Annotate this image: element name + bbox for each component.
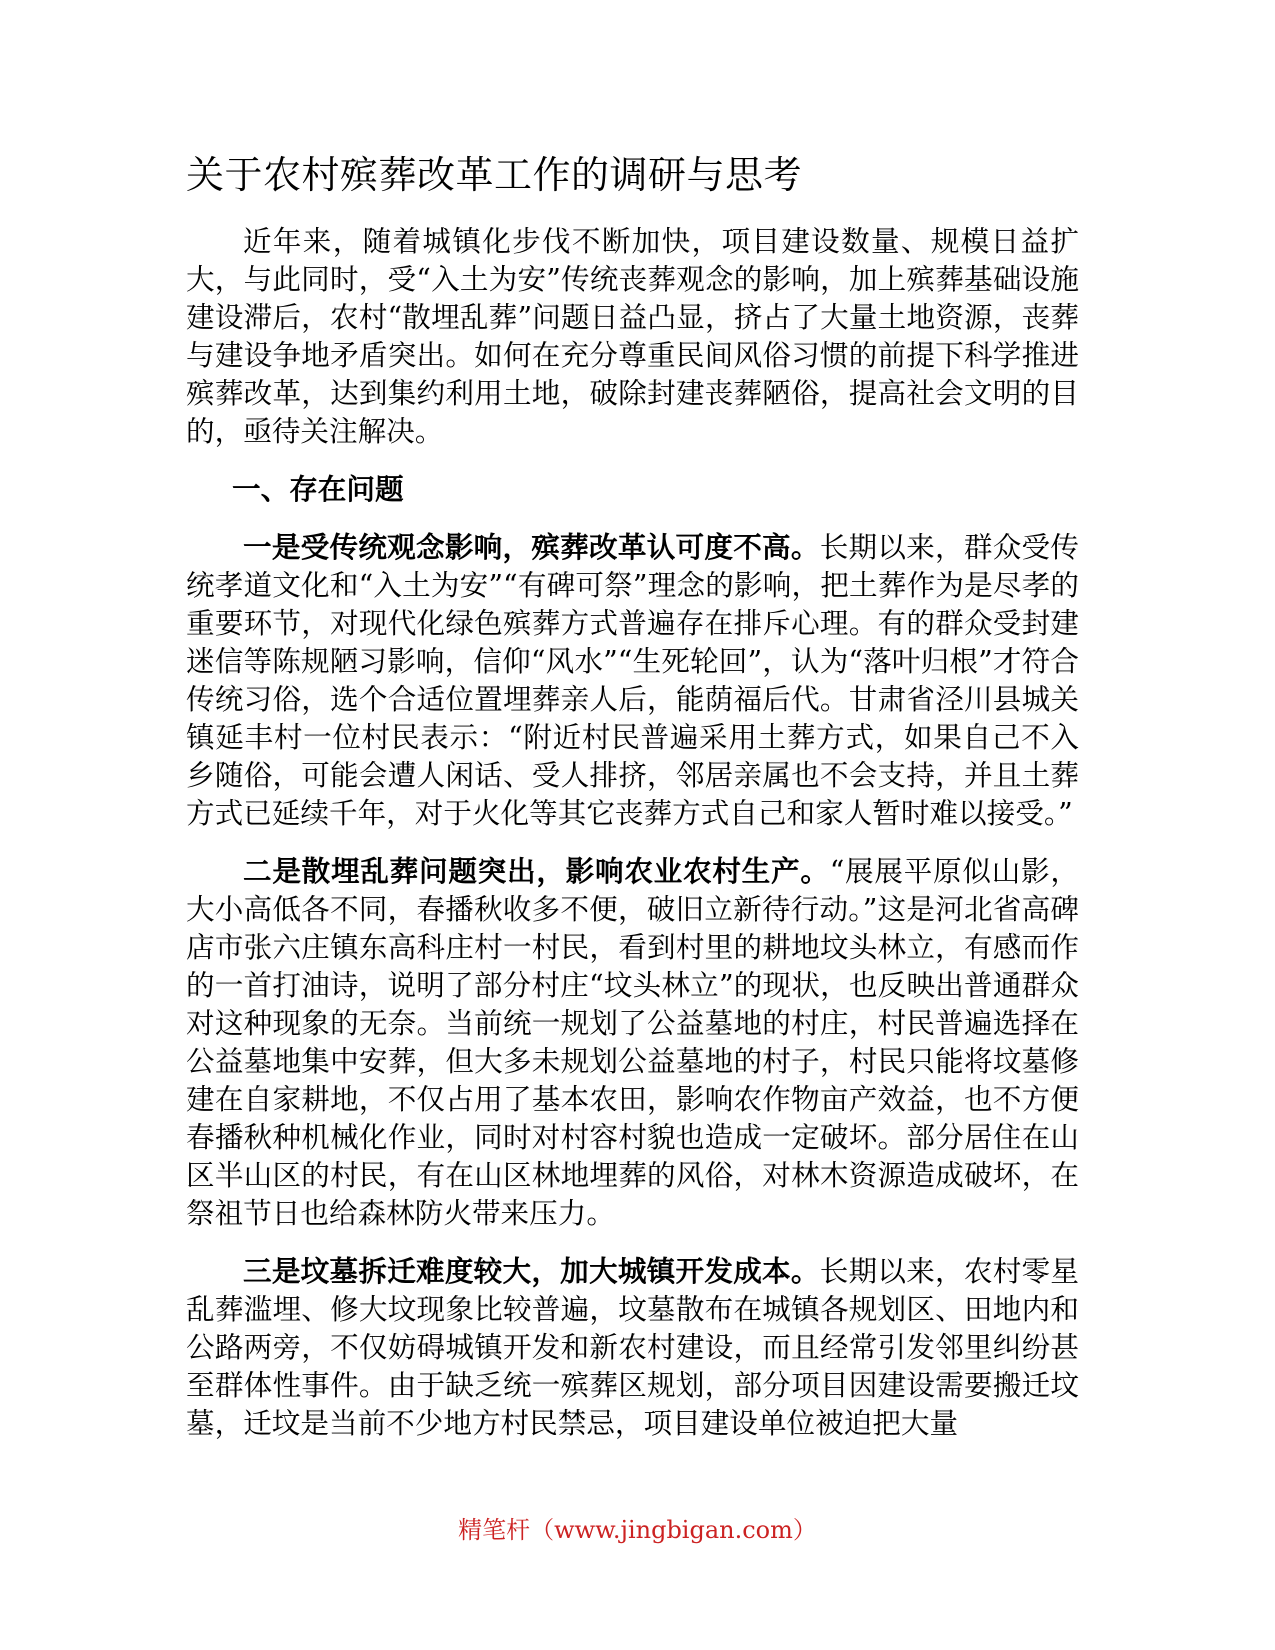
paragraph-3 (186, 1252, 1079, 1442)
footer-watermark: 精笔杆（www.jingbigan.com） (458, 1516, 817, 1544)
document-title: 关于农村殡葬改革工作的调研与思考 (186, 153, 803, 197)
section-heading: 一、存在问题 (232, 472, 404, 506)
paragraph-3-text: 长期以来，农村零星乱葬滥埋、修大坟现象比较普遍，坟墓散布在城镇各规划区、田地内和公路两旁，不仅妨碍城镇开发和新农村建设，而且经常引发邻里纠纷甚至群体性事件。由于缺乏统一殡葬区规划，部分项目因建设需要搬迁坟墓，迁坟是当前不少地方村民禁忌，项目建设单位被迫把大量 (186, 1254, 1079, 1440)
document-body (186, 222, 1079, 1462)
paragraph-2 (186, 852, 1079, 1232)
paragraph-1-text: 长期以来，群众受传统孝道文化和“入土为安”“有碑可祭”理念的影响，把土葬作为是尽孝的重要环节，对现代化绿色殡葬方式普遍存在排斥心理。有的群众受封建迷信等陈规陋习影响，信仰“风水”“生死轮回”，认为“落叶归根”才符合传统习俗，选个合适位置埋葬亲人后，能荫福后代。甘肃省泾川县城关镇延丰村一位村民表示：“附近村民普遍采用土葬方式，如果自己不入乡随俗，可能会遭人闲话、受人排挤，邻居亲属也不会支持，并且土葬方式已延续千年，对于火化等其它丧葬方式自己和家人暂时难以接受。” (186, 530, 1079, 830)
paragraph-1 (186, 528, 1079, 832)
paragraph-2-text: “展展平原似山影，大小高低各不同，春播秋收多不便，破旧立新待行动。”这是河北省高碑店市张六庄镇东高科庄村一村民，看到村里的耕地坟头林立，有感而作的一首打油诗，说明了部分村庄“坟头林立”的现状，也反映出普通群众对这种现象的无奈。当前统一规划了公益墓地的村庄，村民普遍选择在公益墓地集中安葬，但大多未规划公益墓地的村子，村民只能将坟墓修建在自家耕地，不仅占用了基本农田，影响农作物亩产效益，也不方便春播秋种机械化作业，同时对村容村貌也造成一定破坏。部分居住在山区半山区的村民，有在山区林地埋葬的风俗，对林木资源造成破坏，在祭祖节日也给森林防火带来压力。 (186, 854, 1079, 1230)
paragraph-1-lead: 一是受传统观念影响，殡葬改革认可度不高。 (243, 530, 820, 564)
paragraph-3-lead: 三是坟墓拆迁难度较大，加大城镇开发成本。 (243, 1254, 820, 1288)
paragraph-2-lead: 二是散埋乱葬问题突出，影响农业农村生产。 (243, 854, 830, 888)
intro-paragraph: 近年来，随着城镇化步伐不断加快，项目建设数量、规模日益扩大，与此同时，受“入土为安”传统丧葬观念的影响，加上殡葬基础设施建设滞后，农村“散埋乱葬”问题日益凸显，挤占了大量土地资源，丧葬与建设争地矛盾突出。如何在充分尊重民间风俗习惯的前提下科学推进殡葬改革，达到集约利用土地，破除封建丧葬陋俗，提高社会文明的目的，亟待关注解决。 (186, 224, 1079, 448)
